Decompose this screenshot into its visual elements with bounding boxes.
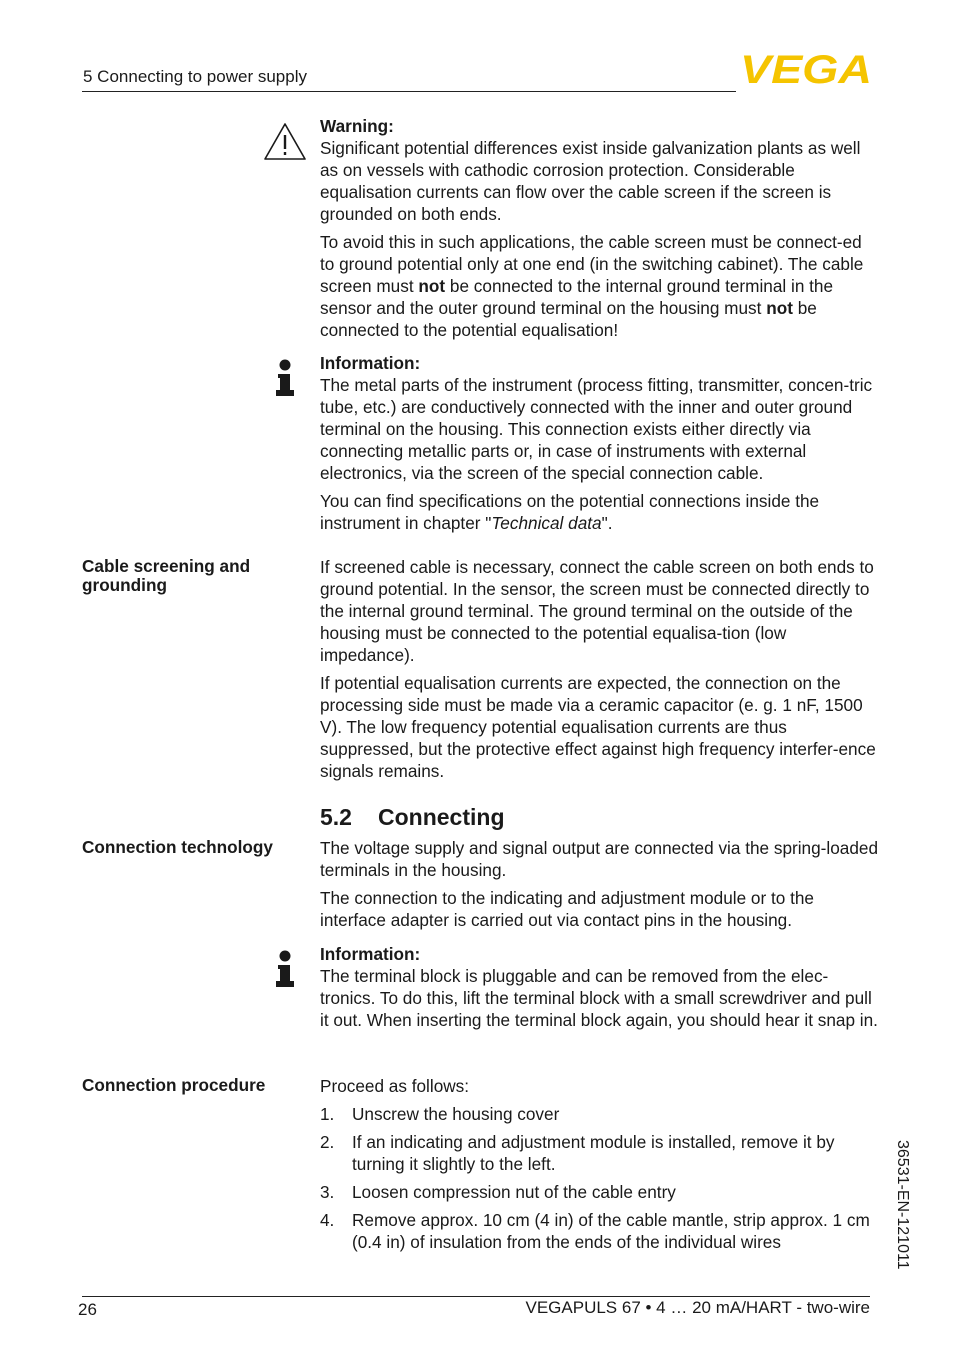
- chapter-header: 5 Connecting to power supply: [83, 67, 307, 86]
- connection-technology-paragraph-2: The connection to the indicating and adjustment module or to the interface adapter is carried out via contact pins in the housing.: [320, 888, 814, 930]
- cable-screening-block: [320, 556, 880, 788]
- side-label-cable-screening: Cable screening and grounding: [82, 556, 251, 595]
- document-id: 36531-EN-121011: [894, 1140, 911, 1270]
- side-label-connection-technology: Connection technology: [82, 837, 273, 857]
- warning-label: Warning:: [320, 116, 394, 136]
- information-block-2: [320, 943, 880, 1037]
- information-label: Information:: [320, 353, 421, 373]
- chapter-reference: Technical data: [491, 513, 602, 533]
- footer-product-title: VEGAPULS 67 • 4 … 20 mA/HART - two-wire: [525, 1298, 870, 1317]
- vega-logo-text: VEGA: [740, 50, 872, 86]
- information-icon: [262, 949, 308, 989]
- warning-paragraph-2: To avoid this in such applications, the cable screen must be connect-ed to ground potential only at one end (in the switching cabinet). The cable screen must not be connected to the internal ground terminal in the sensor and the outer ground terminal on the housing must not be connected to the potential equalisation!: [320, 232, 864, 340]
- procedure-intro: Proceed as follows:: [320, 1076, 470, 1096]
- cable-screening-paragraph-2: If potential equalisation currents are expected, the connection on the processing side must be made via a ceramic capacitor (e. g. 1 nF, 1500 V). The low frequency potential equalisation currents are thus suppressed, but the protective effect against high frequency interfer-ence signals remains.: [320, 673, 876, 781]
- cable-screening-paragraph-1: If screened cable is necessary, connect the cable screen on both ends to ground potential. In the sensor, the screen must be connected directly to the internal ground terminal. The ground terminal on the outside of the housing must be connected to the potential equalisa-tion (low impedance).: [320, 557, 874, 665]
- connection-technology-block: [320, 837, 880, 937]
- information-block-1: [320, 352, 880, 540]
- procedure-step: 4. Remove approx. 10 cm (4 in) of the cable mantle, strip approx. 1 cm (0.4 in) of insulation from the ends of the individual wires: [320, 1210, 870, 1252]
- warning-block: [320, 115, 880, 347]
- section-number: 5.2: [320, 804, 352, 830]
- information-paragraph-1: The terminal block is pluggable and can be removed from the elec-tronics. To do this, lift the terminal block with a small screwdriver and pull it out. When inserting the terminal block again, you should hear it snap in.: [320, 966, 878, 1030]
- connection-procedure-block: [320, 1075, 880, 1259]
- procedure-steps: [320, 1103, 880, 1253]
- section-title: Connecting: [378, 804, 505, 830]
- footer-rule: [82, 1296, 870, 1297]
- information-label: Information:: [320, 944, 421, 964]
- vega-logo: [740, 50, 874, 86]
- page-number: 26: [78, 1300, 97, 1319]
- warning-triangle-icon: [262, 122, 308, 162]
- section-heading: [320, 804, 505, 831]
- information-paragraph-2: You can find specifications on the potential connections inside the instrument in chapter "Technical data".: [320, 491, 820, 533]
- procedure-step: 2. If an indicating and adjustment module is installed, remove it by turning it slightly to the left.: [320, 1132, 835, 1174]
- connection-technology-paragraph-1: The voltage supply and signal output are connected via the spring-loaded terminals in the housing.: [320, 838, 879, 880]
- information-paragraph-1: The metal parts of the instrument (process fitting, transmitter, concen-tric tube, etc.) are conductively connected with the inner and outer ground terminal on the housing. This connection exists either directly via connecting metallic parts or, in case of instruments with external electronics, via the screen of the special connection cable.: [320, 375, 873, 483]
- procedure-step: 1. Unscrew the housing cover: [320, 1104, 560, 1124]
- side-label-connection-procedure: Connection procedure: [82, 1075, 266, 1095]
- header-rule: [82, 91, 736, 92]
- warning-paragraph-1: Significant potential differences exist inside galvanization plants as well as on vessels with cathodic corrosion protection. Considerable equalisation currents can flow over the cable screen if the screen is grounded on both ends.: [320, 138, 861, 224]
- procedure-step: 3. Loosen compression nut of the cable entry: [320, 1182, 676, 1202]
- information-icon: [262, 358, 308, 398]
